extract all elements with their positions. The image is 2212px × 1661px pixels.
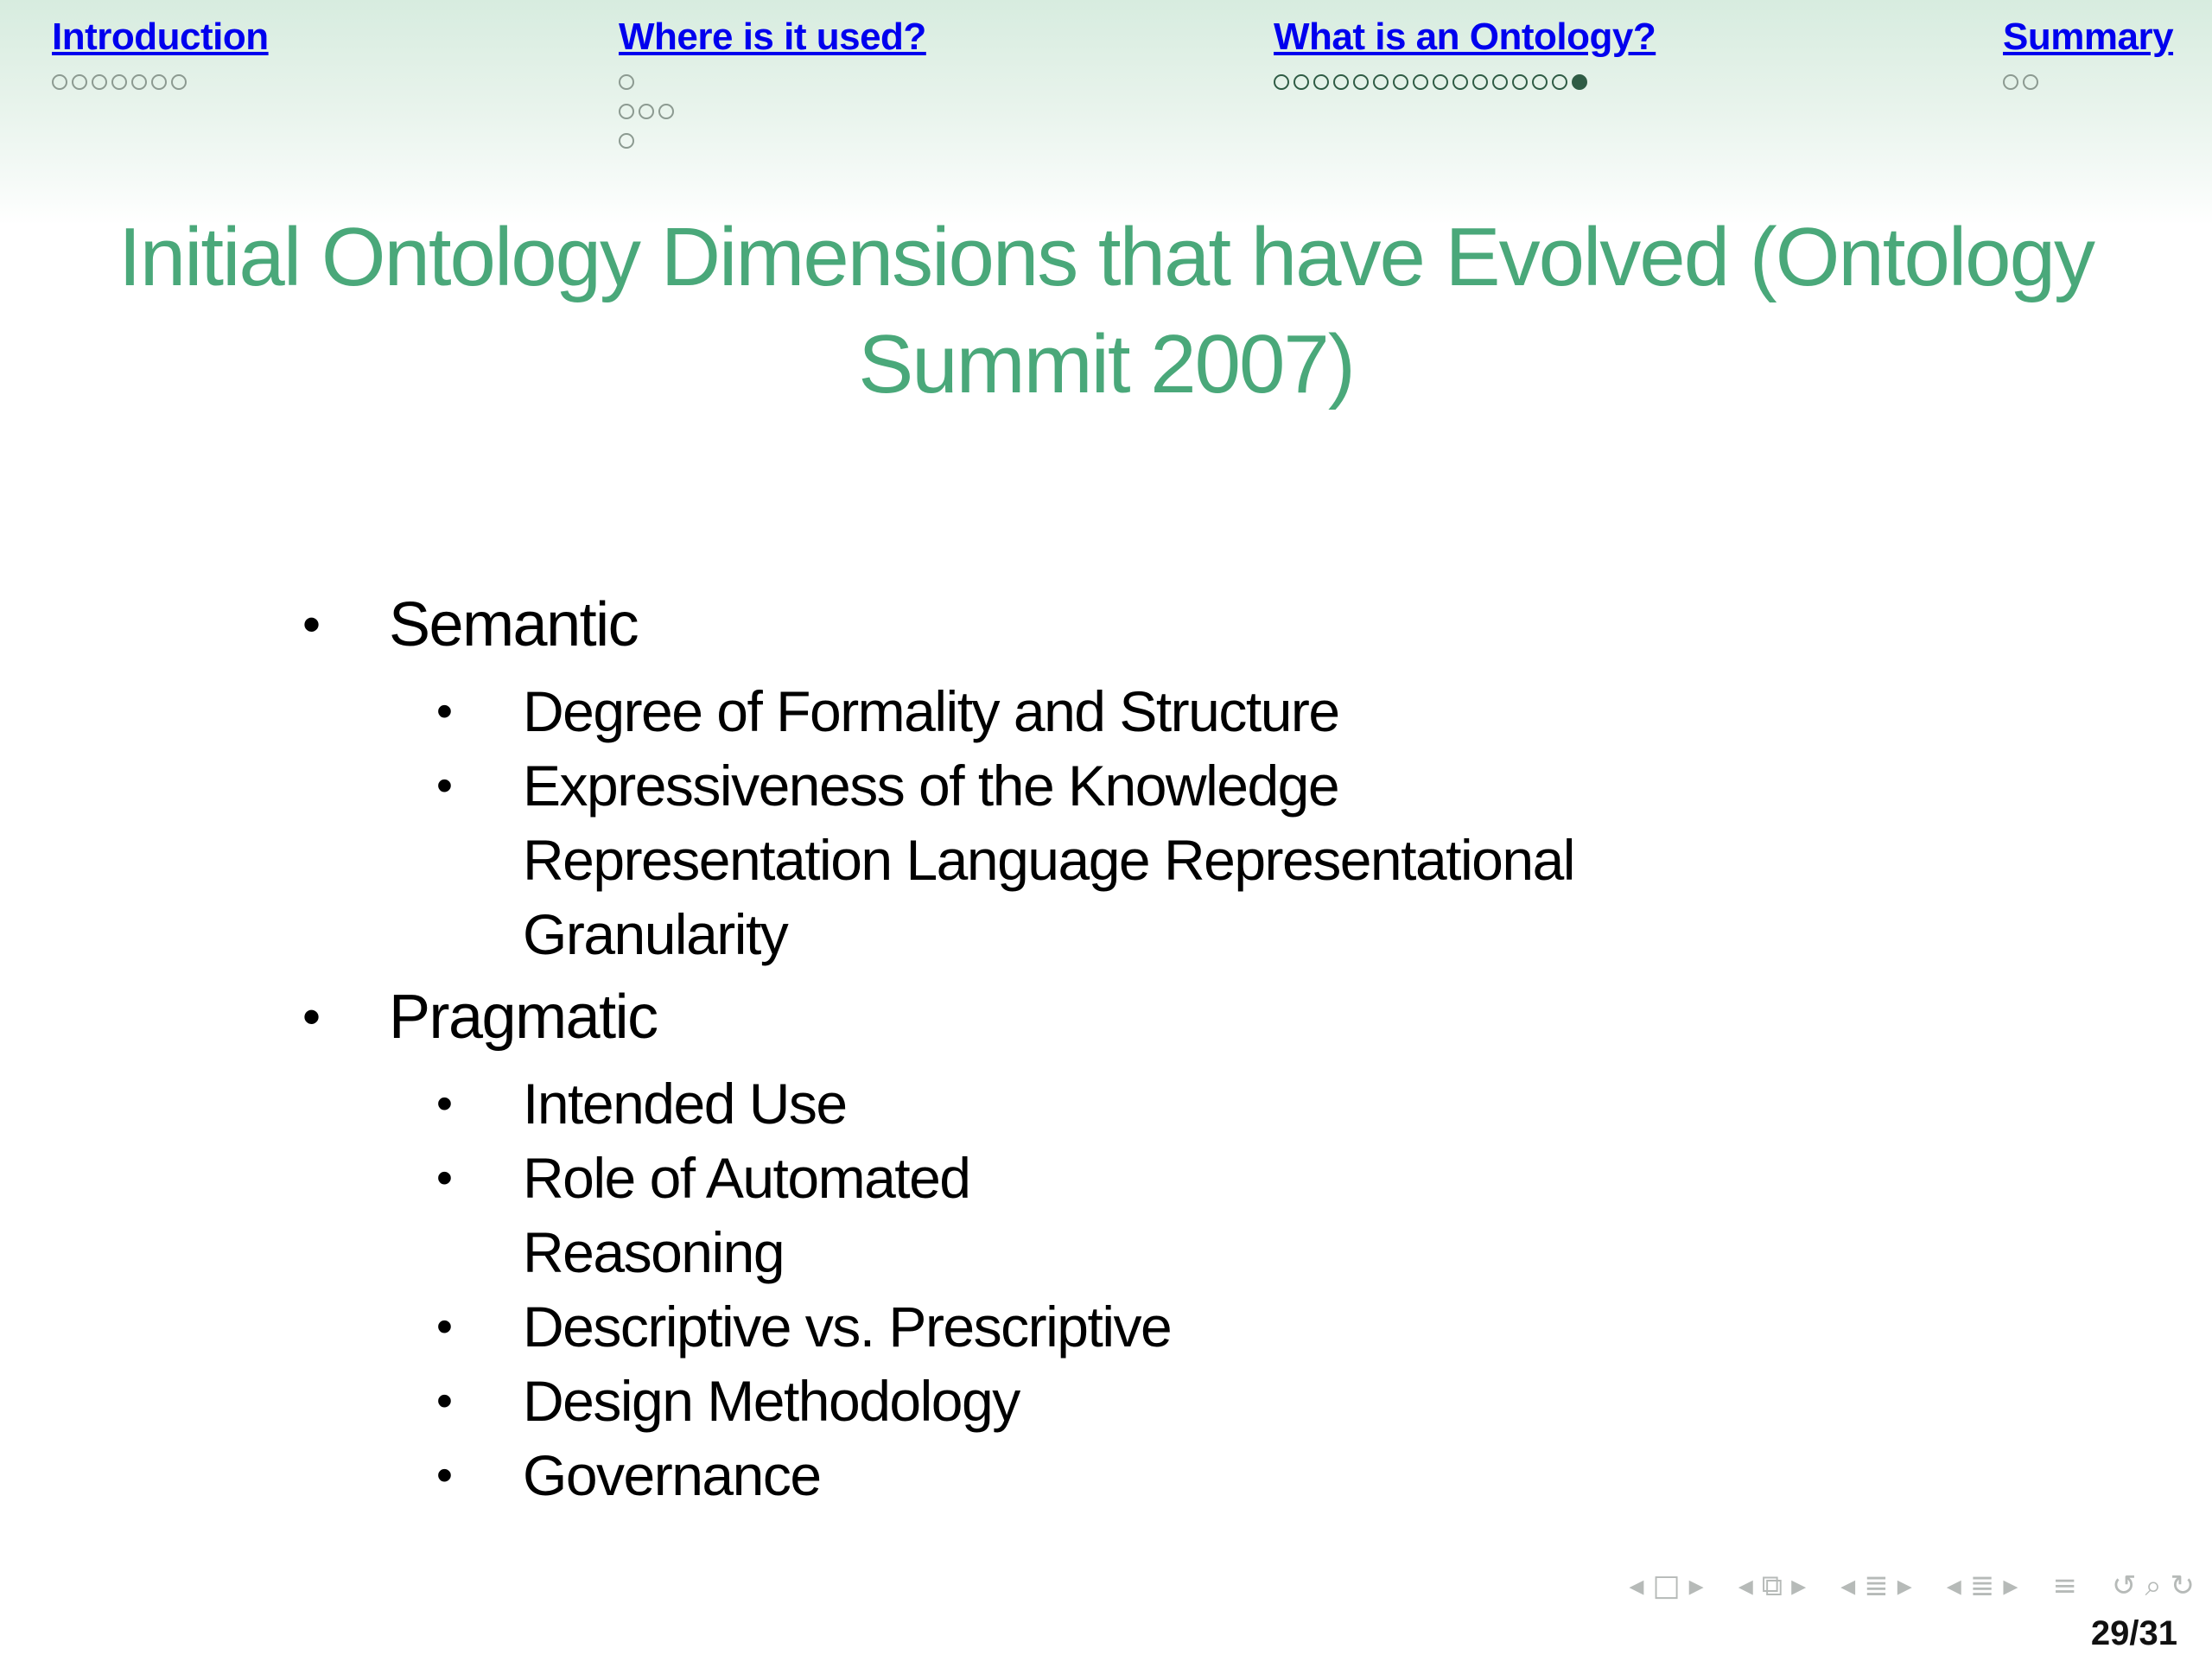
bullet-icon: • bbox=[436, 1301, 452, 1352]
headline-bar bbox=[0, 0, 2212, 225]
bullet-icon: • bbox=[436, 1375, 452, 1427]
subsection-icon[interactable]: ⧉ bbox=[1761, 1569, 1783, 1603]
next-section-icon[interactable]: ▸ bbox=[1897, 1569, 1912, 1603]
sub-bullet-item bbox=[302, 1438, 1685, 1512]
back-icon[interactable]: ↺ bbox=[2111, 1569, 2137, 1603]
section-introduction bbox=[52, 16, 269, 97]
sub-bullet-item bbox=[302, 1289, 1685, 1364]
slide-dot[interactable] bbox=[1512, 74, 1528, 90]
bullet-icon: • bbox=[436, 1449, 452, 1501]
bullet-icon: • bbox=[302, 988, 320, 1046]
next-frame-icon[interactable]: ▸ bbox=[1688, 1569, 1704, 1603]
slide-dots bbox=[619, 67, 926, 156]
align-icon[interactable]: ≡ bbox=[2052, 1569, 2077, 1603]
slide-dot[interactable] bbox=[658, 104, 674, 119]
sub-bullet-item bbox=[302, 1066, 1685, 1141]
prev-frame-icon[interactable]: ◂ bbox=[1629, 1569, 1644, 1603]
sub-bullet-text: Expressiveness of the Knowledge Representation Language Representational Granularity bbox=[523, 754, 1574, 966]
slide-dot[interactable] bbox=[1393, 74, 1408, 90]
sub-bullet-text: Intended Use bbox=[523, 1072, 847, 1136]
section-where-is-it-used bbox=[619, 16, 926, 156]
slide-dot[interactable] bbox=[1552, 74, 1567, 90]
section-link-where-is-it-used[interactable]: Where is it used? bbox=[619, 16, 926, 58]
slide-dot[interactable] bbox=[1373, 74, 1389, 90]
sub-bullet-list bbox=[302, 1066, 1685, 1512]
slide-dot[interactable] bbox=[1333, 74, 1349, 90]
slide-dots bbox=[2003, 67, 2173, 97]
slide-dot-row bbox=[619, 67, 926, 97]
slide-dots bbox=[52, 67, 269, 97]
section-icon[interactable]: ≣ bbox=[1864, 1569, 1889, 1603]
frame-icon[interactable]: □ bbox=[1652, 1569, 1681, 1603]
slide-dot[interactable] bbox=[1433, 74, 1448, 90]
bullet-icon: • bbox=[436, 1078, 452, 1130]
bullet-label: Pragmatic bbox=[389, 983, 658, 1052]
bullet-icon: • bbox=[436, 1152, 452, 1204]
slide-dot[interactable] bbox=[619, 104, 634, 119]
navigation-controls bbox=[1426, 1569, 2195, 1603]
slide-dot[interactable] bbox=[1452, 74, 1468, 90]
prev-document-icon[interactable]: ◂ bbox=[1946, 1569, 1961, 1603]
sub-bullet-text: Descriptive vs. Prescriptive bbox=[523, 1295, 1172, 1359]
sub-bullet-list bbox=[302, 674, 1685, 971]
slide-dot[interactable] bbox=[639, 104, 654, 119]
slide-dot[interactable] bbox=[1492, 74, 1508, 90]
slide-dot[interactable] bbox=[1313, 74, 1329, 90]
slide-dot[interactable] bbox=[1472, 74, 1488, 90]
bullet-item bbox=[302, 588, 1685, 662]
next-subsection-icon[interactable]: ▸ bbox=[1791, 1569, 1807, 1603]
bullet-group-semantic bbox=[302, 588, 1685, 971]
slide-dot-row bbox=[2003, 67, 2173, 97]
slide-content bbox=[302, 588, 1685, 1521]
slide-dot-row bbox=[619, 97, 926, 126]
sub-bullet-item bbox=[302, 1141, 1020, 1289]
next-document-icon[interactable]: ▸ bbox=[2003, 1569, 2018, 1603]
prev-section-icon[interactable]: ◂ bbox=[1840, 1569, 1856, 1603]
current-slide-dot[interactable] bbox=[1572, 74, 1587, 90]
slide-dot[interactable] bbox=[171, 74, 187, 90]
slide-dot[interactable] bbox=[52, 74, 67, 90]
forward-icon[interactable]: ↻ bbox=[2170, 1569, 2195, 1603]
sub-bullet-text: Degree of Formality and Structure bbox=[523, 679, 1339, 743]
sub-bullet-text: Design Methodology bbox=[523, 1369, 1020, 1433]
slide-dot[interactable] bbox=[619, 74, 634, 90]
search-icon[interactable]: ⌕ bbox=[2145, 1569, 2162, 1603]
bullet-group-pragmatic bbox=[302, 980, 1685, 1512]
section-link-summary[interactable]: Summary bbox=[2003, 16, 2174, 58]
slide-dots bbox=[1274, 67, 1656, 97]
slide-title: Initial Ontology Dimensions that have Evolved (Ontology Summit 2007) bbox=[118, 211, 2094, 410]
sub-bullet-text: Role of Automated Reasoning bbox=[523, 1146, 970, 1284]
slide-dot[interactable] bbox=[1353, 74, 1369, 90]
slide-dot[interactable] bbox=[1274, 74, 1289, 90]
slide-dot[interactable] bbox=[619, 133, 634, 149]
slide-dot[interactable] bbox=[111, 74, 127, 90]
bullet-icon: • bbox=[436, 685, 452, 737]
slide-dot[interactable] bbox=[1413, 74, 1428, 90]
bullet-icon: • bbox=[436, 760, 452, 811]
bullet-label: Semantic bbox=[389, 590, 639, 659]
slide-dot-row bbox=[619, 126, 926, 156]
slide-dot[interactable] bbox=[72, 74, 87, 90]
slide-dot-row bbox=[1274, 67, 1656, 97]
section-link-introduction[interactable]: Introduction bbox=[52, 16, 269, 58]
slide-dot[interactable] bbox=[151, 74, 167, 90]
slide-dot-row bbox=[52, 67, 269, 97]
document-icon[interactable]: ≣ bbox=[1969, 1569, 1995, 1603]
slide-dot[interactable] bbox=[131, 74, 147, 90]
slide-dot[interactable] bbox=[2003, 74, 2018, 90]
sub-bullet-item bbox=[302, 1364, 1685, 1438]
section-what-is-an-ontology bbox=[1274, 16, 1656, 97]
bullet-icon: • bbox=[302, 595, 320, 653]
slide-dot[interactable] bbox=[92, 74, 107, 90]
sub-bullet-item bbox=[302, 674, 1685, 748]
bullet-item bbox=[302, 980, 1685, 1054]
slide-dot[interactable] bbox=[1294, 74, 1309, 90]
prev-subsection-icon[interactable]: ◂ bbox=[1738, 1569, 1753, 1603]
slide-dot[interactable] bbox=[1532, 74, 1548, 90]
sub-bullet-text: Governance bbox=[523, 1443, 821, 1507]
page-number: 29/31 bbox=[2090, 1614, 2177, 1652]
section-link-what-is-an-ontology[interactable]: What is an Ontology? bbox=[1274, 16, 1656, 58]
sub-bullet-item bbox=[302, 748, 1685, 971]
slide-dot[interactable] bbox=[2023, 74, 2038, 90]
section-summary bbox=[2003, 16, 2173, 97]
